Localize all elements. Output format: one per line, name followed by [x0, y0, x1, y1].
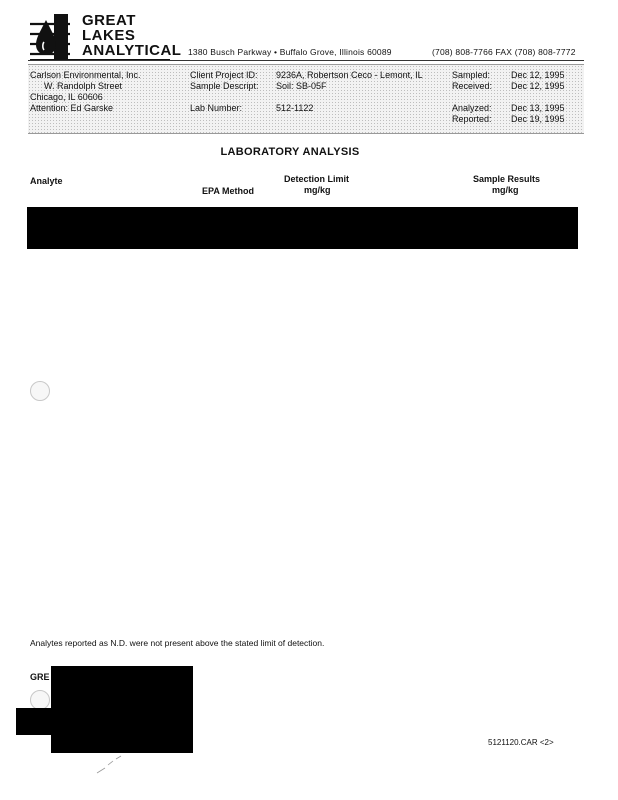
company-phone: (708) 808-7766 FAX (708) 808-7772 — [432, 47, 576, 57]
sample-descript-label: Sample Descript: — [190, 81, 259, 91]
col-epa-method: EPA Method — [202, 186, 254, 196]
punch-hole — [30, 690, 50, 710]
punch-hole — [30, 381, 50, 401]
col-detection-limit: Detection Limit — [284, 174, 350, 184]
company-address: 1380 Busch Parkway • Buffalo Grove, Illinois 60089 — [188, 47, 392, 57]
header-rule — [28, 60, 584, 61]
client-name: Carlson Environmental, Inc. — [30, 70, 141, 80]
reported-label: Reported: — [452, 114, 492, 124]
redacted-signature-block — [51, 666, 193, 753]
col-sample-results: Sample Results — [473, 174, 541, 184]
col-results-unit: mg/kg — [492, 185, 519, 195]
signature-fragment: GRE — [30, 672, 50, 682]
received-value: Dec 12, 1995 — [511, 81, 565, 91]
redacted-results-block — [27, 207, 578, 249]
lab-number-value: 512-1122 — [276, 103, 314, 113]
logo-line-2: LAKES — [82, 27, 136, 44]
logo-line-1: GREAT — [82, 12, 136, 29]
company-logo-text — [82, 13, 181, 58]
redacted-signature-tab — [16, 708, 52, 735]
sampled-value: Dec 12, 1995 — [511, 70, 565, 80]
scan-smudge — [95, 755, 125, 775]
logo-line-3: ANALYTICAL — [82, 42, 182, 59]
page-title: LABORATORY ANALYSIS — [220, 146, 360, 158]
footer-file-id: 5121120.CAR <2> — [488, 738, 554, 747]
detection-note: Analytes reported as N.D. were not present above the stated limit of detection. — [30, 638, 325, 648]
sampled-label: Sampled: — [452, 70, 491, 80]
company-logo-icon — [30, 14, 70, 60]
analyzed-label: Analyzed: — [452, 103, 492, 113]
project-id-label: Client Project ID: — [190, 70, 258, 80]
reported-value: Dec 19, 1995 — [511, 114, 565, 124]
sample-descript-value: Soil: SB-05F — [276, 81, 327, 91]
col-analyte: Analyte — [30, 176, 63, 186]
analyzed-value: Dec 13, 1995 — [511, 103, 565, 113]
client-city: Chicago, IL 60606 — [30, 92, 103, 102]
client-street: W. Randolph Street — [44, 81, 123, 91]
col-detection-unit: mg/kg — [304, 185, 331, 195]
client-attention: Attention: Ed Garske — [30, 103, 114, 113]
lab-number-label: Lab Number: — [190, 103, 243, 113]
received-label: Received: — [452, 81, 493, 91]
project-id-value: 9236A, Robertson Ceco - Lemont, IL — [276, 70, 423, 80]
